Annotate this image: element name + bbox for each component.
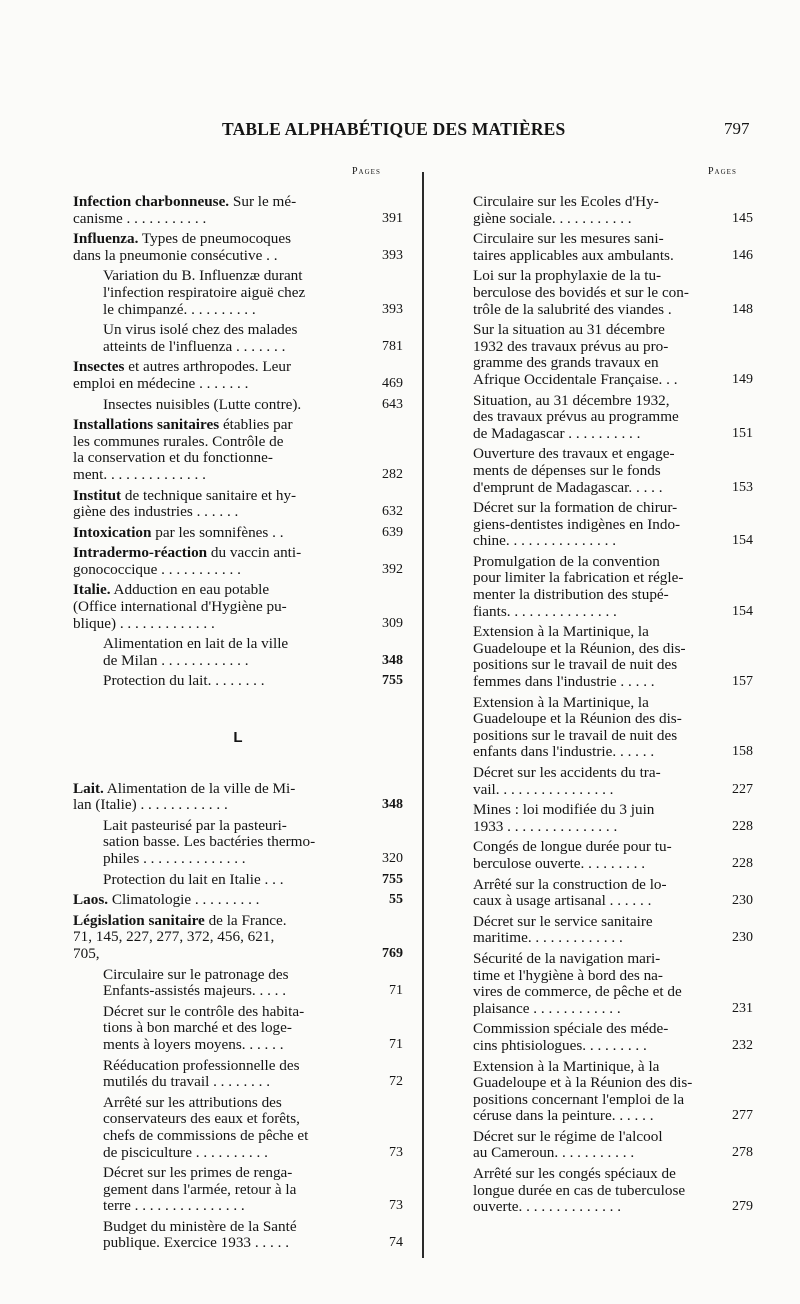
entry-term: Intoxication [73,523,152,541]
entry-line: Un virus isolé chez des malades [103,321,298,339]
entry-line: mutilés du travail . . . . . . . . [103,1073,271,1091]
page-reference: 278 [732,1145,753,1161]
entry-line: Insectes et autres arthropodes. Leur [73,358,292,376]
entry-line: de Madagascar . . . . . . . . . . [473,424,641,442]
entry-text [73,417,355,483]
entry-line: Décret sur le contrôle des habita- [103,1002,305,1020]
page-reference: 151 [732,425,753,441]
entry-text [73,892,355,909]
entry-line: Arrêté sur les congés spéciaux de [473,1165,676,1183]
page-reference: 632 [382,504,403,520]
entry-line: Institut de technique sanitaire et hy- [73,486,297,504]
page-reference: 282 [382,466,403,482]
entry-line: Arrêté sur les attributions des [103,1093,282,1111]
entry-line: longue durée en cas de tuberculose [473,1181,686,1199]
entry-text [103,1004,355,1054]
index-entry-lait-past [73,818,403,868]
page-reference: 469 [382,375,403,391]
entry-line: Décret sur le régime de l'alcool [473,1127,663,1145]
entry-line: plaisance . . . . . . . . . . . . [473,999,621,1017]
page-reference: 391 [382,210,403,226]
page-reference: 769 [382,945,403,961]
entry-line: giène sociale. . . . . . . . . . . [473,209,632,227]
entry-text [73,359,355,392]
entry-text [73,488,355,521]
entry-text [103,268,355,318]
entry-text [473,393,705,443]
entry-line: positions sur le travail de nuit des [473,656,678,674]
entry-text [73,194,355,227]
page-reference: 309 [382,615,403,631]
index-entry-r8 [443,554,753,620]
entry-text [473,446,705,496]
entry-line: cins phtisiologues. . . . . . . . . [473,1036,647,1054]
index-entry-r4 [443,322,753,388]
section-letter-heading: L [233,729,243,747]
index-entry-leg-decret-hab [73,1004,403,1054]
entry-line: Guadeloupe et la Réunion, des dis- [473,639,686,657]
entry-line: gement dans l'armée, retour à la [103,1180,297,1198]
index-entry-legislation [73,913,403,963]
page-reference: 158 [732,744,753,760]
index-entry-r18 [443,1059,753,1125]
index-entry-r2 [443,231,753,264]
entry-line: Extension à la Martinique, la [473,693,649,711]
entry-line: Protection du lait. . . . . . . . [103,672,265,690]
index-entry-laos [73,892,403,909]
entry-line: lan (Italie) . . . . . . . . . . . . [73,796,228,814]
entry-text [103,673,355,690]
entry-term: Insectes [73,358,125,376]
entry-text [73,781,355,814]
entry-term: Lait. [73,779,104,797]
page-reference: 227 [732,781,753,797]
entry-line: Circulaire sur les mesures sani- [473,230,664,248]
entry-line: blique) . . . . . . . . . . . . . [73,614,215,632]
index-entry-italie-protection [73,673,403,690]
entry-line: vail. . . . . . . . . . . . . . . . [473,780,614,798]
entry-line: chefs de commissions de pêche et [103,1126,309,1144]
entry-line: Intradermo-réaction du vaccin anti- [73,544,302,562]
entry-text [73,231,355,264]
index-entry-r11 [443,765,753,798]
index-entry-italie [73,582,403,632]
page-reference: 228 [732,818,753,834]
index-entry-r1 [443,194,753,227]
entry-line: céruse dans la peinture. . . . . . [473,1107,654,1125]
page-reference: 228 [732,855,753,871]
entry-text [473,1129,705,1162]
entry-text [73,582,355,632]
page-reference: 154 [732,533,753,549]
index-entry-leg-budget [73,1219,403,1252]
entry-line: Sécurité de la navigation mari- [473,949,661,967]
entry-line: (Office international d'Hygiène pu- [73,598,287,616]
entry-line: Extension à la Martinique, la [473,623,649,641]
entry-line: Décret sur le service sanitaire [473,912,653,930]
entry-line: terre . . . . . . . . . . . . . . . [103,1197,245,1215]
entry-line: Italie. Adduction en eau potable [73,581,270,599]
index-entry-institut [73,488,403,521]
entry-text [103,1058,355,1091]
entry-line: Afrique Occidentale Française. . . [473,370,678,388]
index-entry-lait-protection [73,872,403,889]
entry-text [473,914,705,947]
entry-line: philes . . . . . . . . . . . . . . [103,850,246,867]
entry-line: Mines : loi modifiée du 3 juin [473,801,655,819]
page-reference: 71 [389,983,403,999]
index-entry-influenza [73,231,403,264]
entry-text [103,397,355,414]
entry-text [73,545,355,578]
page-reference: 157 [732,674,753,690]
index-entry-leg-primes [73,1165,403,1215]
page-reference: 73 [389,1198,403,1214]
entry-line: Lait. Alimentation de la ville de Mi- [73,779,296,797]
entry-text [103,818,355,868]
page-reference: 232 [732,1037,753,1053]
entry-text [103,967,355,1000]
entry-text [473,695,705,761]
page-reference: 348 [382,652,403,668]
entry-text [473,1059,705,1125]
left-column [73,194,403,1256]
entry-line: Budget du ministère de la Santé [103,1217,297,1235]
entry-line: sation basse. Les bactéries thermo- [103,833,316,851]
entry-text [473,322,705,388]
entry-line: caux à usage artisanal . . . . . . [473,892,652,910]
page-reference: 643 [382,396,403,412]
index-entry-r15 [443,914,753,947]
entry-line: giens-dentistes indigènes en Indo- [473,515,681,533]
entry-line: Loi sur la prophylaxie de la tu- [473,267,662,285]
page-reference: 348 [382,797,403,813]
page-reference: 320 [382,851,403,866]
entry-line: Promulgation de la convention [473,552,660,570]
index-entry-leg-arrete-eaux [73,1095,403,1161]
entry-line: atteints de l'influenza . . . . . . . [103,337,286,355]
index-entry-r12 [443,802,753,835]
page-reference: 639 [382,524,403,540]
entry-line: Guadeloupe et la Réunion des dis- [473,710,682,728]
entry-line: gramme des grands travaux en [473,354,659,372]
page-reference: 149 [732,371,753,387]
entry-line: enfants dans l'industrie. . . . . . [473,743,655,761]
index-entry-r13 [443,839,753,872]
right-column-pages-label: Pages [708,166,737,177]
entry-text [103,872,355,889]
index-entry-italie-lait [73,636,403,669]
entry-line: pour limiter la fabrication et régle- [473,569,684,587]
entry-term: Italie. [73,581,111,599]
entry-line: d'emprunt de Madagascar. . . . . [473,478,663,496]
entry-line: Circulaire sur les Ecoles d'Hy- [473,193,659,210]
entry-text [473,554,705,620]
index-entry-r7 [443,500,753,550]
page-reference: 55 [389,892,403,908]
entry-term: Influenza. [73,230,139,248]
entry-term: Intradermo-réaction [73,544,208,562]
entry-line: ments de dépenses sur le fonds [473,461,661,479]
entry-line: berculose ouverte. . . . . . . . . [473,854,646,872]
entry-line: Législation sanitaire de la France. [73,911,287,929]
entry-text [473,231,705,264]
entry-line: de pisciculture . . . . . . . . . . [103,1143,268,1161]
entry-text [473,1021,705,1054]
entry-line: Décret sur les primes de renga- [103,1164,293,1182]
column-divider [422,172,424,1258]
entry-line: conservateurs des eaux et forêts, [103,1110,300,1128]
entry-line: emploi en médecine . . . . . . . [73,374,249,392]
entry-line: maritime. . . . . . . . . . . . . [473,929,623,947]
entry-line: Laos. Climatologie . . . . . . . . . [73,891,260,909]
index-entry-r14 [443,877,753,910]
entry-text [473,765,705,798]
entry-line: 705, [73,944,100,962]
entry-term: Laos. [73,891,109,909]
entry-text [473,194,705,227]
index-entry-r19 [443,1129,753,1162]
entry-line: Variation du B. Influenzæ durant [103,267,303,285]
entry-line: Insectes nuisibles (Lutte contre). [103,395,302,413]
entry-text [103,1219,355,1252]
entry-line: Circulaire sur le patronage des [103,965,289,983]
page-reference: 145 [732,210,753,226]
entry-line: 1932 des travaux prévus au pro- [473,337,669,355]
entry-line: positions concernant l'emploi de la [473,1090,685,1108]
page-reference: 230 [732,893,753,909]
entry-line: Congés de longue durée pour tu- [473,838,672,856]
entry-line: trôle de la salubrité des viandes . [473,300,672,318]
page-reference: 277 [732,1108,753,1124]
entry-line: des travaux prévus au programme [473,408,679,426]
entry-line: le chimpanzé. . . . . . . . . . [103,300,256,318]
entry-line: la conservation et du fonctionne- [73,449,273,467]
entry-term: Institut [73,486,122,504]
page-reference: 146 [732,247,753,263]
index-entry-r6 [443,446,753,496]
index-entry-insectes-nuisibles [73,397,403,414]
entry-text [103,636,355,669]
page-title: TABLE ALPHABÉTIQUE DES MATIÈRES [222,119,566,139]
entry-line: Installations sanitaires établies par [73,416,293,434]
entry-text [473,268,705,318]
entry-text [473,839,705,872]
entry-line: positions sur le travail de nuit des [473,726,678,744]
page-header [0,119,800,147]
entry-line: Guadeloupe et à la Réunion des dis- [473,1074,693,1092]
entry-term: Installations sanitaires [73,416,220,434]
entry-line: Décret sur la formation de chirur- [473,499,678,517]
page-reference: 72 [389,1074,403,1090]
entry-text [73,913,355,963]
page-reference: 153 [732,479,753,495]
entry-line: Lait pasteurisé par la pasteuri- [103,816,287,834]
entry-line: berculose des bovidés et sur le con- [473,283,689,301]
index-entry-r3 [443,268,753,318]
entry-line: l'infection respiratoire aiguë chez [103,283,306,301]
entry-text [473,500,705,550]
page-reference: 392 [382,561,403,577]
entry-line: Sur la situation au 31 décembre [473,321,665,339]
entry-text [103,1095,355,1161]
entry-line: de Milan . . . . . . . . . . . . [103,651,249,669]
entry-text [473,802,705,835]
page-reference: 71 [389,1036,403,1052]
index-entry-r10 [443,695,753,761]
index-entry-installations [73,417,403,483]
entry-line: Commission spéciale des méde- [473,1020,669,1038]
right-column [443,194,753,1220]
index-entry-lait [73,781,403,814]
entry-text [473,1166,705,1216]
entry-line: les communes rurales. Contrôle de [73,432,284,450]
index-entry-intradermo [73,545,403,578]
page-reference: 393 [382,301,403,317]
entry-text [103,1165,355,1215]
page-reference: 755 [382,673,403,689]
index-entry-leg-reed [73,1058,403,1091]
entry-text [473,877,705,910]
page-reference: 148 [732,301,753,317]
page-reference: 393 [382,247,403,263]
entry-text [473,951,705,1017]
index-entry-leg-circ [73,967,403,1000]
left-column-pages-label: Pages [352,166,381,177]
entry-line: Influenza. Types de pneumocoques [73,230,292,248]
entry-line: vires de commerce, de pêche et de [473,983,682,1001]
entry-line: Infection charbonneuse. Sur le mé- [73,193,297,210]
entry-line: au Cameroun. . . . . . . . . . . [473,1144,635,1162]
page-reference: 154 [732,603,753,619]
entry-line: Décret sur les accidents du tra- [473,764,661,781]
entry-term: Infection charbonneuse. [73,193,230,210]
entry-text [473,624,705,690]
entry-line: ment. . . . . . . . . . . . . . [73,465,206,483]
entry-line: chine. . . . . . . . . . . . . . . [473,532,616,550]
entry-line: Alimentation en lait de la ville [103,635,289,653]
entry-line: Intoxication par les somnifènes . . [73,523,284,541]
index-entry-r16 [443,951,753,1017]
entry-term: Législation sanitaire [73,911,205,929]
entry-line: gonococcique . . . . . . . . . . . [73,560,241,578]
index-entry-influenza-var [73,268,403,318]
entry-line: Arrêté sur la construction de lo- [473,875,667,893]
page-reference: 231 [732,1000,753,1016]
entry-text [103,322,355,355]
entry-line: Ouverture des travaux et engage- [473,445,675,463]
entry-line: giène des industries . . . . . . [73,503,239,521]
entry-line: time et l'hygiène à bord des na- [473,966,663,984]
page-reference: 73 [389,1144,403,1160]
entry-line: canisme . . . . . . . . . . . [73,209,207,227]
index-entry-r20 [443,1166,753,1216]
entry-line: Extension à la Martinique, à la [473,1057,660,1075]
page-reference: 230 [732,930,753,946]
index-entry-r5 [443,393,753,443]
entry-line: Rééducation professionnelle des [103,1056,300,1074]
entry-line: Protection du lait en Italie . . . [103,870,284,888]
index-entry-r9 [443,624,753,690]
index-entry-r17 [443,1021,753,1054]
entry-line: taires applicables aux ambulants. [473,246,674,264]
entry-line: 1933 . . . . . . . . . . . . . . . [473,817,618,835]
index-entry-intoxication [73,525,403,542]
index-entry-insectes [73,359,403,392]
entry-line: menter la distribution des stupé- [473,586,669,604]
page-reference: 781 [382,338,403,354]
index-entry-infection [73,194,403,227]
entry-line: Situation, au 31 décembre 1932, [473,391,670,409]
entry-line: dans la pneumonie consécutive . . [73,246,278,264]
entry-line: ouverte. . . . . . . . . . . . . . [473,1198,622,1216]
entry-line: publique. Exercice 1933 . . . . . [103,1234,289,1252]
index-entry-influenza-virus [73,322,403,355]
entry-line: tions à bon marché et des loge- [103,1019,292,1037]
page-reference: 755 [382,871,403,887]
page-reference: 279 [732,1199,753,1215]
entry-line: fiants. . . . . . . . . . . . . . . [473,602,617,620]
entry-line: 71, 145, 227, 277, 372, 456, 621, [73,928,275,946]
page-reference: 74 [389,1235,403,1251]
page-number: 797 [724,119,750,138]
entry-text [73,525,355,542]
entry-line: femmes dans l'industrie . . . . . [473,673,655,691]
entry-line: Enfants-assistés majeurs. . . . . [103,982,287,1000]
entry-line: ments à loyers moyens. . . . . . [103,1035,284,1053]
